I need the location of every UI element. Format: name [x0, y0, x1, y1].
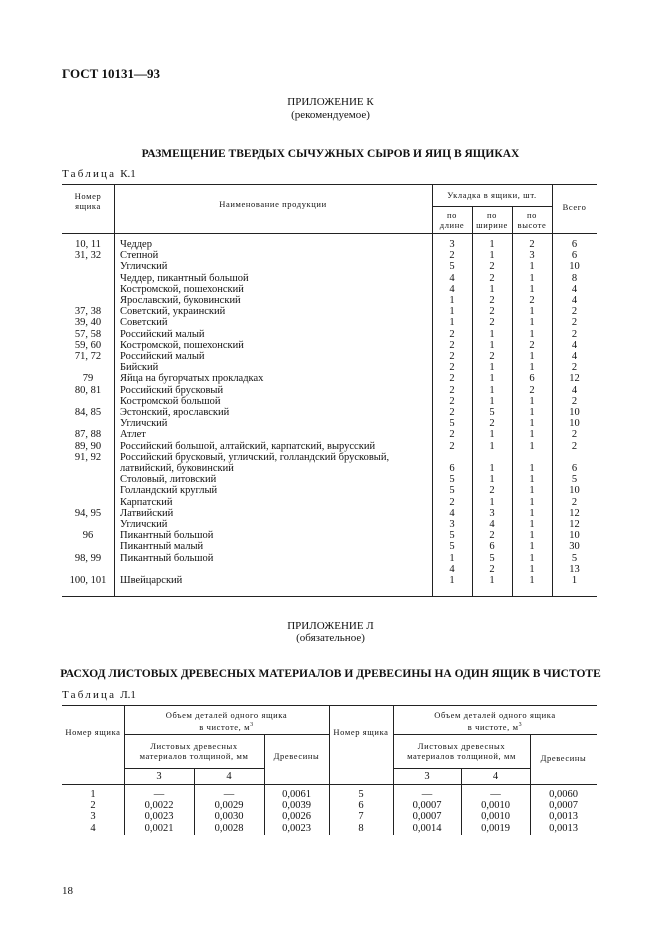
product-name-cell: Чеддер: [120, 239, 152, 250]
by-height-cell: 1: [529, 496, 535, 508]
box-number-cell: 31, 32: [74, 250, 102, 262]
box-number-cell: 84, 85: [74, 407, 102, 418]
by-width-cell: 1: [489, 283, 495, 295]
by-width-cell: 2: [489, 272, 495, 284]
col-volume-left: Объем деталей одного ящика в чистоте, $м^3$: [165, 710, 288, 732]
product-name-cell: Бийский: [120, 362, 159, 374]
by-height-cell: 2: [529, 295, 535, 306]
sheet-4mm-left-cell: 0,0029: [214, 800, 244, 812]
table-k1-label: Таблица К.1: [62, 168, 136, 180]
by-length-cell: 2: [449, 339, 455, 351]
by-height-cell: 1: [529, 429, 535, 441]
box-number-cell: 79: [82, 373, 94, 385]
col-product-name: Наименование продукции: [219, 199, 327, 209]
by-height-cell: 1: [529, 317, 535, 329]
by-width-cell: 1: [489, 474, 495, 486]
by-width-cell: 2: [489, 261, 495, 273]
total-cell: 10: [569, 418, 580, 430]
box-number-cell: 87, 88: [74, 429, 102, 441]
by-length-cell: 5: [449, 418, 455, 430]
wood-left-cell: 0,0026: [282, 811, 311, 823]
wood-right-cell: 0,0060: [549, 789, 578, 800]
by-length-cell: 2: [449, 351, 455, 362]
by-width-cell: 1: [489, 384, 495, 396]
by-height-cell: 1: [529, 563, 535, 575]
total-cell: 6: [571, 250, 578, 262]
by-length-cell: 5: [449, 530, 455, 542]
total-cell: 12: [569, 373, 580, 385]
box-number-cell: 91, 92: [74, 451, 102, 463]
by-width-cell: 2: [489, 295, 495, 306]
sheet-3mm-right-cell: 0,0007: [412, 800, 442, 812]
by-width-cell: 1: [489, 440, 495, 452]
by-height-cell: 1: [529, 575, 535, 586]
by-height-cell: 1: [529, 463, 535, 474]
total-cell: 30: [569, 541, 580, 553]
col-sheet-materials-left: Листовых древесных материалов толщиной, мм: [139, 741, 249, 761]
appendix-l-heading: РАСХОД ЛИСТОВЫХ ДРЕВЕСНЫХ МАТЕРИАЛОВ И ДРЕВЕСИНЫ НА ОДИН ЯЩИК В ЧИСТОТЕ: [60, 668, 601, 680]
by-length-cell: 4: [449, 507, 455, 519]
by-length-cell: 1: [449, 552, 455, 564]
total-cell: 13: [569, 563, 580, 575]
box-number-cell: 96: [82, 530, 94, 542]
total-cell: 4: [571, 339, 578, 351]
by-height-cell: 1: [529, 328, 535, 340]
by-width-cell: 2: [489, 418, 495, 430]
by-height-cell: 1: [529, 485, 535, 497]
total-cell: 8: [571, 272, 578, 284]
col-thickness-4-right: 4: [492, 771, 499, 782]
by-width-cell: 4: [489, 519, 495, 530]
by-length-cell: 2: [449, 362, 455, 374]
by-width-cell: 1: [489, 575, 495, 586]
sheet-3mm-left-cell: 0,0023: [144, 811, 174, 823]
wood-left-cell: 0,0023: [282, 822, 311, 834]
box-number-left-cell: 2: [90, 800, 96, 812]
product-name-cell: Российский малый: [120, 351, 205, 362]
box-number-cell: 59, 60: [74, 339, 102, 351]
by-height-cell: 2: [529, 384, 535, 396]
by-height-cell: 3: [529, 250, 535, 262]
col-box-number: Номер ящика: [74, 191, 102, 211]
box-number-cell: 98, 99: [74, 552, 102, 564]
col-thickness-3-right: 3: [424, 771, 430, 782]
wood-left-cell: 0,0039: [282, 800, 311, 812]
by-length-cell: 1: [449, 575, 455, 586]
by-width-cell: 5: [489, 407, 495, 418]
wood-right-cell: 0,0013: [549, 822, 578, 834]
by-length-cell: 2: [449, 407, 455, 418]
total-cell: 2: [571, 362, 578, 374]
total-cell: 12: [569, 507, 580, 519]
by-width-cell: 2: [489, 306, 495, 318]
by-length-cell: 4: [449, 563, 455, 575]
by-height-cell: 6: [529, 373, 535, 385]
total-cell: 6: [571, 239, 578, 250]
by-width-cell: 2: [489, 563, 495, 575]
total-cell: 4: [571, 283, 578, 295]
by-width-cell: 1: [489, 362, 495, 374]
box-number-cell: 71, 72: [74, 351, 102, 362]
total-cell: 2: [571, 429, 578, 441]
by-height-cell: 1: [529, 395, 535, 407]
product-name-cell: Российский малый: [120, 328, 205, 340]
product-name-cell: латвийский, буковинский: [120, 463, 234, 474]
wood-right-cell: 0,0007: [549, 800, 578, 812]
product-name-cell: Степной: [120, 250, 159, 262]
by-length-cell: 5: [449, 541, 455, 553]
by-width-cell: 1: [489, 463, 495, 474]
by-height-cell: 1: [529, 351, 535, 362]
by-height-cell: 1: [529, 272, 535, 284]
sheet-3mm-left-cell: 0,0021: [144, 822, 174, 834]
sheet-4mm-left-cell: 0,0028: [214, 822, 244, 834]
sheet-4mm-right-cell: 0,0010: [481, 811, 510, 823]
by-length-cell: 2: [449, 328, 455, 340]
sheet-3mm-right-cell: 0,0014: [412, 822, 442, 834]
product-name-cell: Костромской, пошехонский: [120, 283, 244, 295]
product-name-cell: Российский большой, алтайский, карпатский, вырусский: [120, 440, 376, 452]
sheet-4mm-left-cell: 0,0030: [214, 811, 244, 823]
total-cell: 5: [571, 552, 578, 564]
by-length-cell: 2: [449, 440, 455, 452]
box-number-cell: 100, 101: [69, 575, 107, 586]
sheet-4mm-right-cell: 0,0019: [481, 822, 510, 834]
by-length-cell: 2: [449, 496, 455, 508]
table-l1-label: Таблица Л.1: [62, 689, 136, 701]
product-name-cell: Латвийский: [120, 507, 174, 519]
by-height-cell: 1: [529, 519, 535, 530]
by-height-cell: 1: [529, 283, 535, 295]
by-length-cell: 1: [449, 317, 455, 329]
total-cell: 1: [571, 575, 578, 586]
sheet-3mm-left-cell: —: [153, 789, 165, 800]
box-number-right-cell: 8: [358, 822, 364, 834]
appendix-k-heading: РАЗМЕЩЕНИЕ ТВЕРДЫХ СЫЧУЖНЫХ СЫРОВ И ЯИЦ В ЯЩИКАХ: [141, 148, 520, 160]
product-name-cell: Советский: [120, 317, 168, 329]
by-height-cell: 1: [529, 474, 535, 486]
by-width-cell: 2: [489, 485, 495, 497]
total-cell: 2: [571, 395, 578, 407]
by-width-cell: 5: [489, 552, 495, 564]
by-height-cell: 1: [529, 440, 535, 452]
total-cell: 2: [571, 496, 578, 508]
by-length-cell: 2: [449, 384, 455, 396]
total-cell: 10: [569, 407, 580, 418]
box-number-cell: 94, 95: [74, 507, 102, 519]
box-number-right-cell: 5: [358, 789, 364, 800]
appendix-k-status: (рекомендуемое): [291, 109, 370, 121]
by-height-cell: 1: [529, 541, 535, 553]
sheet-4mm-right-cell: —: [490, 789, 501, 800]
by-width-cell: 1: [489, 373, 495, 385]
box-number-left-cell: 1: [90, 789, 96, 800]
total-cell: 2: [571, 328, 578, 340]
by-height-cell: 1: [529, 507, 535, 519]
product-name-cell: Чеддер, пикантный большой: [120, 272, 249, 284]
total-cell: 10: [569, 485, 580, 497]
by-length-cell: 5: [449, 474, 455, 486]
by-width-cell: 1: [489, 250, 495, 262]
total-cell: 6: [571, 463, 578, 474]
by-width-cell: 2: [489, 530, 495, 542]
by-length-cell: 1: [449, 295, 455, 306]
appendix-l-status: (обязательное): [296, 632, 365, 644]
total-cell: 12: [569, 519, 580, 530]
box-number-cell: 39, 40: [74, 317, 102, 329]
by-length-cell: 3: [449, 519, 455, 530]
by-width-cell: 6: [489, 541, 495, 553]
by-length-cell: 2: [449, 250, 455, 262]
wood-right-cell: 0,0013: [549, 811, 578, 823]
total-cell: 4: [571, 295, 578, 306]
product-name-cell: Атлет: [120, 429, 146, 441]
total-cell: 4: [571, 351, 578, 362]
by-length-cell: 5: [449, 261, 455, 273]
appendix-l-title: ПРИЛОЖЕНИЕ Л: [287, 620, 374, 632]
col-thickness-3-left: 3: [156, 771, 162, 782]
by-width-cell: 2: [489, 351, 495, 362]
col-by-height: по высоте: [517, 210, 547, 230]
by-length-cell: 6: [449, 463, 455, 474]
by-width-cell: 1: [489, 395, 495, 407]
product-name-cell: Пикантный большой: [120, 530, 214, 542]
col-volume-right: Объем деталей одного ящика в чистоте, $м^3$: [434, 710, 556, 732]
by-height-cell: 1: [529, 407, 535, 418]
total-cell: 4: [571, 384, 578, 396]
box-number-left-cell: 3: [90, 811, 96, 823]
by-height-cell: 1: [529, 261, 535, 273]
document-code: ГОСТ 10131—93: [62, 66, 161, 81]
by-height-cell: 1: [529, 362, 535, 374]
col-by-width: по ширине: [476, 210, 508, 230]
by-width-cell: 2: [489, 317, 495, 329]
by-height-cell: 1: [529, 418, 535, 430]
total-cell: 2: [571, 440, 578, 452]
product-name-cell: Пикантный малый: [120, 541, 204, 553]
by-width-cell: 1: [489, 339, 495, 351]
wood-left-cell: 0,0061: [282, 789, 311, 800]
appendix-k-title: ПРИЛОЖЕНИЕ К: [287, 96, 374, 108]
by-length-cell: 1: [449, 306, 455, 318]
product-name-cell: Костромской, пошехонский: [120, 339, 244, 351]
col-box-number-left: Номер ящика: [65, 727, 121, 737]
total-cell: 10: [569, 530, 580, 542]
by-width-cell: 1: [489, 239, 495, 250]
product-name-cell: Карпатский: [120, 496, 173, 508]
col-wood-right: Древесины: [540, 753, 587, 763]
col-sheet-materials-right: Листовых древесных материалов толщиной, мм: [407, 741, 516, 761]
by-length-cell: 5: [449, 485, 455, 497]
by-height-cell: 2: [529, 339, 535, 351]
by-width-cell: 1: [489, 429, 495, 441]
product-name-cell: Угличский: [120, 418, 168, 430]
by-width-cell: 3: [489, 507, 495, 519]
by-height-cell: 2: [529, 239, 535, 250]
product-name-cell: Пикантный большой: [120, 552, 214, 564]
by-length-cell: 4: [449, 283, 455, 295]
product-name-cell: Голландский круглый: [120, 485, 218, 497]
box-number-cell: 37, 38: [74, 306, 102, 318]
col-wood-left: Древесины: [273, 751, 320, 761]
total-cell: 2: [571, 317, 578, 329]
by-width-cell: 1: [489, 496, 495, 508]
total-cell: 2: [571, 306, 578, 318]
box-number-right-cell: 6: [358, 800, 364, 812]
product-name-cell: Угличский: [120, 519, 168, 530]
by-length-cell: 3: [449, 239, 455, 250]
sheet-3mm-left-cell: 0,0022: [144, 800, 174, 812]
by-length-cell: 2: [449, 429, 455, 441]
by-height-cell: 1: [529, 306, 535, 318]
col-box-number-right: Номер ящика: [333, 727, 389, 737]
total-cell: 5: [571, 474, 578, 486]
box-number-cell: 89, 90: [74, 440, 102, 452]
by-width-cell: 1: [489, 328, 495, 340]
product-name-cell: Угличский: [120, 261, 168, 273]
product-name-cell: Столовый, литовский: [120, 474, 217, 486]
by-length-cell: 2: [449, 395, 455, 407]
by-length-cell: 2: [449, 373, 455, 385]
product-name-cell: Костромской большой: [120, 395, 221, 407]
product-name-cell: Яйца на бугорчатых прокладках: [120, 373, 264, 385]
product-name-cell: Эстонский, ярославский: [120, 407, 230, 418]
page-number: 18: [62, 885, 73, 897]
product-name-cell: Швейцарский: [120, 575, 183, 586]
sheet-4mm-right-cell: 0,0010: [481, 800, 510, 812]
col-total: Всего: [562, 202, 587, 212]
col-packing: Укладка в ящики, шт.: [447, 190, 537, 200]
sheet-3mm-right-cell: 0,0007: [412, 811, 442, 823]
product-name-cell: Российский брусковый: [120, 384, 224, 396]
by-height-cell: 1: [529, 552, 535, 564]
total-cell: 10: [569, 261, 580, 273]
product-name-cell: Российский брусковый, угличский, голландский брусковый,: [120, 451, 390, 463]
box-number-cell: 80, 81: [74, 384, 102, 396]
box-number-left-cell: 4: [90, 822, 96, 834]
sheet-3mm-right-cell: —: [421, 789, 433, 800]
by-height-cell: 1: [529, 530, 535, 542]
col-thickness-4-left: 4: [226, 771, 232, 782]
col-by-length: по длине: [439, 210, 465, 230]
box-number-cell: 10, 11: [75, 239, 101, 250]
product-name-cell: Ярославский, буковинский: [120, 295, 241, 306]
box-number-right-cell: 7: [358, 811, 364, 823]
by-length-cell: 4: [449, 272, 455, 284]
box-number-cell: 57, 58: [74, 328, 102, 340]
product-name-cell: Советский, украинский: [120, 306, 226, 318]
sheet-4mm-left-cell: —: [223, 789, 235, 800]
